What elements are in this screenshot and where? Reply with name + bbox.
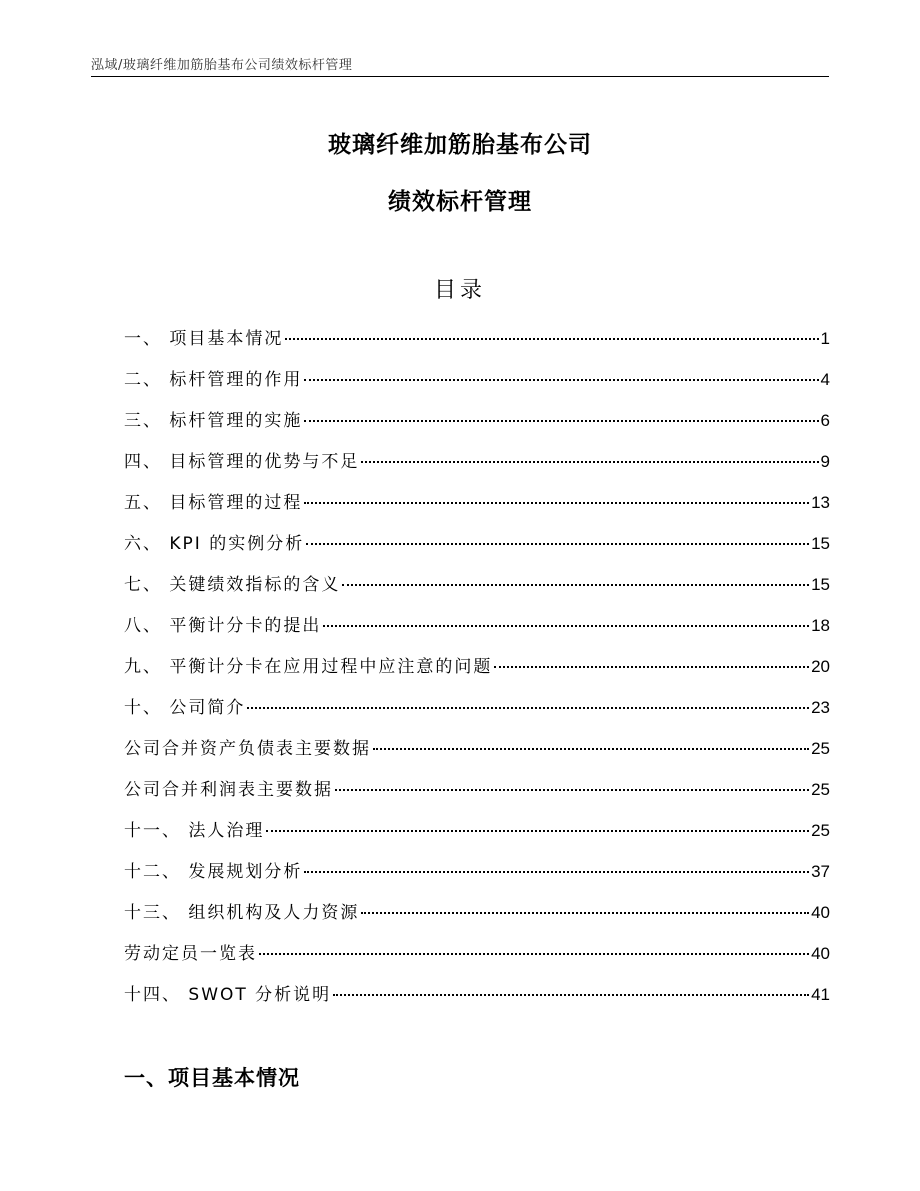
toc-leader-dots [304, 502, 809, 504]
toc-entry-page: 40 [811, 944, 830, 963]
toc-entry-label: 六、 KPI 的实例分析 [124, 534, 305, 554]
toc-entry-label: 三、 标杆管理的实施 [124, 411, 303, 431]
toc-entry-12[interactable] [124, 775, 830, 816]
toc-leader-dots [373, 748, 809, 750]
toc-entry-page: 25 [811, 821, 830, 840]
toc-entry-label: 一、 项目基本情况 [124, 329, 284, 349]
header-divider [91, 76, 829, 77]
toc-entry-9[interactable] [124, 652, 830, 693]
toc-leader-dots [342, 584, 809, 586]
toc-entry-page: 13 [811, 493, 830, 512]
toc-entry-8[interactable] [124, 611, 830, 652]
toc-entry-label: 公司合并利润表主要数据 [124, 780, 333, 800]
toc-entry-7[interactable] [124, 570, 830, 611]
toc-entry-page: 40 [811, 903, 830, 922]
toc-leader-dots [247, 707, 809, 709]
toc-entry-label: 十二、 发展规划分析 [124, 862, 303, 882]
toc-entry-1[interactable] [124, 324, 830, 365]
toc-entry-label: 公司合并资产负债表主要数据 [124, 739, 371, 759]
toc-entry-10[interactable] [124, 693, 830, 734]
toc-entry-page: 37 [811, 862, 830, 881]
document-title-line2: 绩效标杆管理 [388, 189, 532, 215]
toc-entry-page: 9 [820, 452, 830, 471]
table-of-contents [124, 324, 830, 1021]
toc-leader-dots [259, 953, 809, 955]
toc-entry-page: 4 [820, 370, 830, 389]
toc-entry-label: 五、 目标管理的过程 [124, 493, 303, 513]
toc-entry-label: 劳动定员一览表 [124, 944, 257, 964]
toc-entry-page: 25 [811, 780, 830, 799]
toc-entry-label: 十三、 组织机构及人力资源 [124, 903, 360, 923]
toc-entry-page: 6 [820, 411, 830, 430]
section-heading: 一、项目基本情况 [124, 1066, 300, 1090]
toc-entry-page: 18 [811, 616, 830, 635]
toc-leader-dots [335, 789, 809, 791]
toc-entry-label: 十四、 SWOT 分析说明 [124, 985, 332, 1005]
toc-entry-label: 八、 平衡计分卡的提出 [124, 616, 322, 636]
toc-leader-dots [266, 830, 809, 832]
toc-entry-15[interactable] [124, 898, 830, 939]
toc-entry-label: 十、 公司简介 [124, 698, 246, 718]
toc-entry-label: 九、 平衡计分卡在应用过程中应注意的问题 [124, 657, 493, 677]
running-title: 泓域/玻璃纤维加筋胎基布公司绩效标杆管理 [91, 58, 353, 73]
toc-entry-6[interactable] [124, 529, 830, 570]
toc-entry-page: 15 [811, 534, 830, 553]
toc-leader-dots [304, 420, 818, 422]
toc-entry-13[interactable] [124, 816, 830, 857]
toc-entry-page: 41 [811, 985, 830, 1004]
toc-entry-2[interactable] [124, 365, 830, 406]
toc-heading: 目录 [433, 278, 486, 303]
toc-entry-label: 七、 关键绩效指标的含义 [124, 575, 341, 595]
toc-leader-dots [361, 461, 818, 463]
toc-entry-4[interactable] [124, 447, 830, 488]
document-title-line1: 玻璃纤维加筋胎基布公司 [328, 132, 592, 158]
toc-leader-dots [361, 912, 809, 914]
toc-leader-dots [494, 666, 809, 668]
toc-entry-page: 23 [811, 698, 830, 717]
toc-entry-3[interactable] [124, 406, 830, 447]
toc-entry-label: 十一、 法人治理 [124, 821, 265, 841]
toc-leader-dots [333, 994, 809, 996]
toc-leader-dots [306, 543, 809, 545]
toc-entry-page: 1 [820, 329, 830, 348]
toc-entry-14[interactable] [124, 857, 830, 898]
toc-entry-page: 15 [811, 575, 830, 594]
toc-entry-5[interactable] [124, 488, 830, 529]
toc-entry-page: 20 [811, 657, 830, 676]
toc-leader-dots [285, 338, 818, 340]
toc-entry-label: 四、 目标管理的优势与不足 [124, 452, 360, 472]
toc-entry-label: 二、 标杆管理的作用 [124, 370, 303, 390]
toc-entry-16[interactable] [124, 939, 830, 980]
toc-leader-dots [304, 871, 809, 873]
toc-entry-17[interactable] [124, 980, 830, 1021]
toc-leader-dots [304, 379, 818, 381]
toc-leader-dots [323, 625, 809, 627]
toc-entry-page: 25 [811, 739, 830, 758]
toc-entry-11[interactable] [124, 734, 830, 775]
